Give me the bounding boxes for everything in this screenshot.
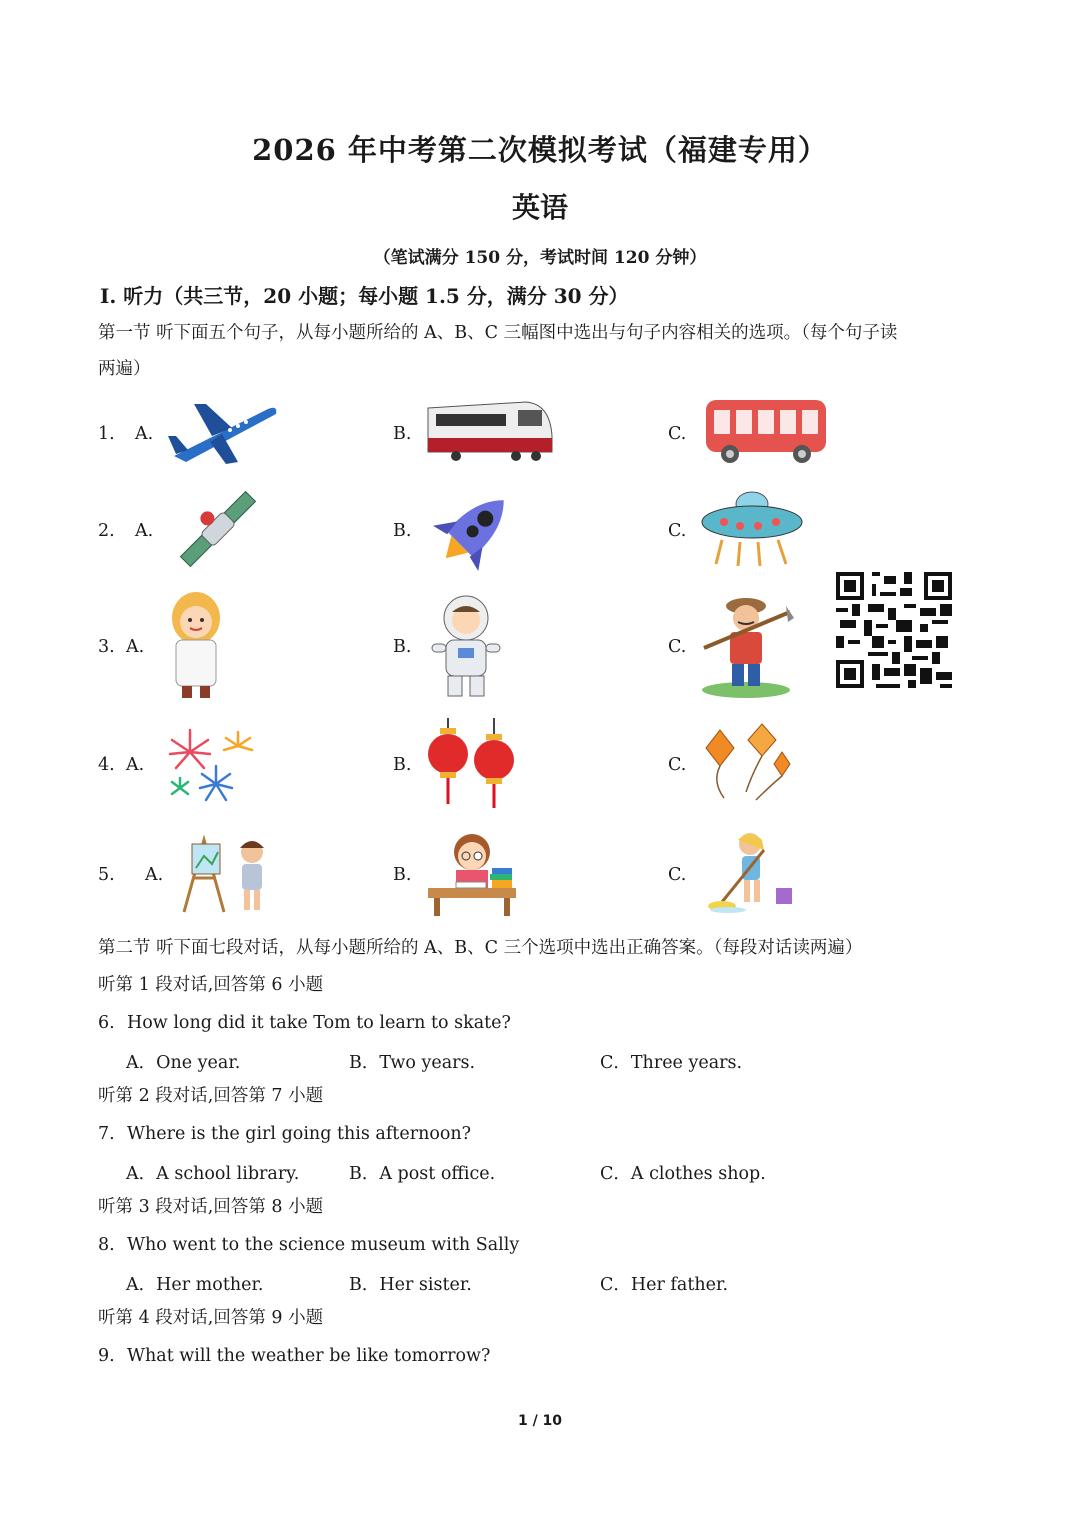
question-number: 7. bbox=[98, 1124, 115, 1144]
farmer-icon bbox=[700, 592, 796, 702]
option-label: C. bbox=[668, 865, 687, 885]
dialogue-intro: 听第 4 段对话,回答第 9 小题 bbox=[98, 1308, 324, 1328]
train-icon bbox=[426, 396, 554, 470]
option-label: A. bbox=[126, 637, 145, 657]
kites-icon bbox=[700, 720, 792, 810]
option-label: C. bbox=[668, 637, 687, 657]
question-text: How long did it take Tom to learn to skate? bbox=[127, 1013, 511, 1033]
page-number: 1 / 10 bbox=[517, 1413, 563, 1429]
answer-option[interactable]: C．A clothes shop. bbox=[600, 1164, 766, 1184]
question-text: Where is the girl going this afternoon? bbox=[127, 1124, 472, 1144]
question-text: What will the weather be like tomorrow? bbox=[127, 1346, 491, 1366]
option-label: C. bbox=[668, 755, 687, 775]
question-number: 1. bbox=[98, 424, 115, 444]
exam-note: （笔试满分 150 分，考试时间 120 分钟） bbox=[373, 248, 707, 268]
answer-option[interactable]: B．A post office. bbox=[349, 1164, 496, 1184]
rocket-icon bbox=[426, 486, 522, 578]
ufo-icon bbox=[700, 490, 804, 574]
answer-option[interactable]: A．One year. bbox=[126, 1053, 241, 1073]
option-label: A. bbox=[145, 865, 164, 885]
dialogue-intro: 听第 2 段对话,回答第 7 小题 bbox=[98, 1086, 324, 1106]
answer-option[interactable]: C．Her father. bbox=[600, 1275, 729, 1295]
question-number: 9. bbox=[98, 1346, 115, 1366]
option-label: C. bbox=[668, 521, 687, 541]
dialogue-intro: 听第 3 段对话,回答第 8 小题 bbox=[98, 1197, 324, 1217]
question-number: 3. bbox=[98, 637, 115, 657]
question-number: 2. bbox=[98, 521, 115, 541]
answer-option[interactable]: B．Her sister. bbox=[349, 1275, 472, 1295]
astronaut-icon bbox=[426, 592, 506, 702]
answer-option[interactable]: C．Three years. bbox=[600, 1053, 743, 1073]
painting-girl-icon bbox=[176, 832, 272, 918]
lanterns-icon bbox=[426, 716, 518, 814]
section1-instruction-cont: 两遍） bbox=[98, 359, 151, 379]
fireworks-icon bbox=[160, 724, 260, 810]
option-label: A. bbox=[126, 755, 145, 775]
mopping-girl-icon bbox=[704, 830, 796, 920]
qr-code-icon bbox=[836, 572, 952, 688]
bus-icon bbox=[702, 396, 830, 470]
question-number: 5. bbox=[98, 865, 115, 885]
option-label: B. bbox=[393, 755, 412, 775]
exam-title: 2026 年中考第二次模拟考试（福建专用） bbox=[252, 133, 828, 167]
part-heading: Ⅰ. 听力（共三节，20 小题；每小题 1.5 分，满分 30 分） bbox=[100, 284, 629, 308]
option-label: B. bbox=[393, 424, 412, 444]
answer-option[interactable]: B．Two years. bbox=[349, 1053, 476, 1073]
satellite-icon bbox=[178, 484, 258, 578]
section1-instruction: 第一节 听下面五个句子，从每小题所给的 A、B、C 三幅图中选出与句子内容相关的选项。（每个句子读 bbox=[98, 323, 898, 343]
option-label: A. bbox=[135, 424, 154, 444]
airplane-icon bbox=[166, 396, 282, 472]
option-label: B. bbox=[393, 521, 412, 541]
doctor-icon bbox=[160, 590, 232, 704]
question-number: 8. bbox=[98, 1235, 115, 1255]
answer-option[interactable]: A．Her mother. bbox=[126, 1275, 264, 1295]
option-label: A. bbox=[135, 521, 154, 541]
reading-girl-icon bbox=[426, 826, 518, 922]
section2-instruction: 第二节 听下面七段对话，从每小题所给的 A、B、C 三个选项中选出正确答案。（每段对话读两遍） bbox=[98, 938, 863, 958]
dialogue-intro: 听第 1 段对话,回答第 6 小题 bbox=[98, 975, 324, 995]
answer-option[interactable]: A．A school library. bbox=[126, 1164, 300, 1184]
subject-title: 英语 bbox=[511, 191, 568, 224]
question-number: 6. bbox=[98, 1013, 115, 1033]
question-text: Who went to the science museum with Sally bbox=[127, 1235, 520, 1255]
option-label: B. bbox=[393, 865, 412, 885]
question-number: 4. bbox=[98, 755, 115, 775]
option-label: C. bbox=[668, 424, 687, 444]
option-label: B. bbox=[393, 637, 412, 657]
